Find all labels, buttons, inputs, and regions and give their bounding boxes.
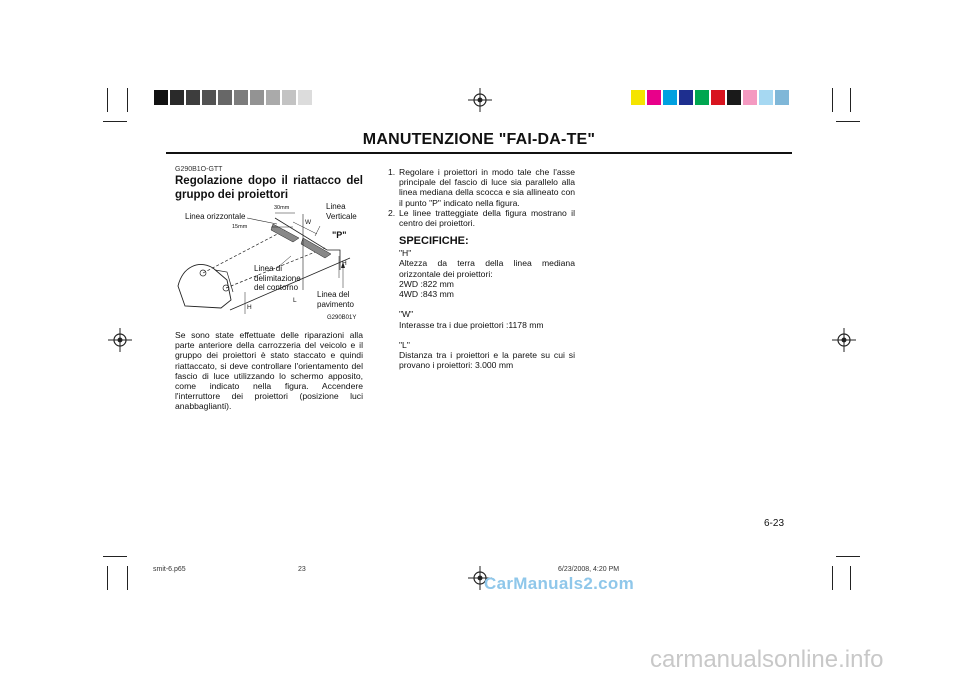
crop-mark [103,556,127,557]
registration-mark-right-icon [832,328,856,352]
crop-mark [836,556,860,557]
calibration-swatch [631,90,645,105]
crop-mark [850,566,851,590]
section-body: Se sono state effettuate delle riparazioni alla parte anteriore della carrozzeria del veicolo e il gruppo dei proiettori è stato staccato e quindi riattaccato, si deve controllare l'orientamento del fascio di luce utilizzando lo schermo apposito, come indicato nella figura. Accendere l'interruttore dei proiettori (posizione luci anabbaglianti). [175,330,363,412]
figure-label-p: "P" [332,230,347,240]
procedure-step [388,208,575,228]
figure-label-line: delimitazione [254,273,301,283]
crop-mark [832,88,833,112]
crop-mark [127,566,128,590]
calibration-swatch [282,90,296,105]
figure-label-cutoff [254,264,301,293]
crop-mark [107,88,108,112]
footer-page: 23 [298,566,306,573]
crop-mark [127,88,128,112]
calibration-swatch [695,90,709,105]
figure-label-vertical [326,202,357,221]
calibration-swatch [170,90,184,105]
figure-dim-15: 15mm [232,224,248,230]
calibration-swatch [298,90,312,105]
figure-dim-30: 30mm [274,205,290,211]
crop-mark [107,566,108,590]
calibration-swatch [727,90,741,105]
page-header-title: MANUTENZIONE "FAI-DA-TE" [362,131,596,148]
figure-label-line: Linea del [317,290,350,299]
specifications [399,236,575,371]
figure-label-floor [317,290,354,309]
figure-letter-w: W [305,219,312,226]
step-number: 1. [388,167,396,177]
footer-date: 6/23/2008, 4:20 PM [558,566,620,573]
calibration-swatch [647,90,661,105]
section-title-line: gruppo dei proiettori [175,189,289,201]
figure-label-line: Linea [326,202,346,211]
step-text: Le linee tratteggiate della figura mostrano il centro dei proiettori. [399,207,575,229]
footer-file: smit-6.p65 [153,566,186,573]
specifications-title: SPECIFICHE: [399,235,469,247]
calibration-swatch [663,90,677,105]
section-title [175,174,363,202]
calibration-swatch [266,90,280,105]
header-rule [166,152,792,154]
section-code: G290B1O-GTT [175,166,223,173]
procedure-step [388,167,575,208]
calibration-swatch [759,90,773,105]
step-text: Regolare i proiettori in modo tale che l'asse principale del fascio di luce sia parallelo alla linea mediana della scocca e sia allineato con il punto "P" indicato nella figura. [399,167,575,208]
grayscale-calibration-bar [154,90,314,105]
watermark-text: CarManuals2.com [484,574,634,593]
crop-mark [850,88,851,112]
calibration-swatch [202,90,216,105]
color-calibration-bar [631,90,791,105]
calibration-swatch [186,90,200,105]
procedure-steps [388,167,575,228]
figure-letter-h: H [247,304,252,311]
headlight-aiming-figure [175,200,364,324]
figure-label-horizontal: Linea orizzontale [185,212,246,221]
crop-mark [103,121,127,122]
page-number: 6-23 [764,518,785,529]
figure-label-line: del contorno [254,283,299,292]
calibration-swatch [234,90,248,105]
calibration-swatch [154,90,168,105]
figure-letter-h: H [342,260,347,267]
figure-label-line: pavimento [317,299,354,309]
calibration-swatch [250,90,264,105]
calibration-swatch [679,90,693,105]
calibration-swatch [711,90,725,105]
figure-letter-l: L [293,297,297,304]
crop-mark [836,121,860,122]
figure-label-line: Verticale [326,211,357,221]
step-number: 2. [388,207,396,218]
crop-mark [832,566,833,590]
section-title-line: Regolazione dopo il riattacco del [175,175,363,187]
calibration-swatch [743,90,757,105]
registration-mark-top-icon [468,88,492,112]
calibration-swatch [218,90,232,105]
registration-mark-left-icon [108,328,132,352]
figure-label-line: Linea di [254,264,283,273]
site-footer-text: carmanualsonline.info [650,646,884,673]
specifications-text: "H" Altezza da terra della linea mediana orizzontale dei proiettori: 2WD :822 mm 4WD :843 mm "W" Interasse tra i due proiettori :1178 mm "L" Distanza tra i proiettori e la parete su cui si provano i proiettori: 3.000 mm [399,248,575,371]
figure-code: G290B01Y [327,315,357,321]
calibration-swatch [775,90,789,105]
